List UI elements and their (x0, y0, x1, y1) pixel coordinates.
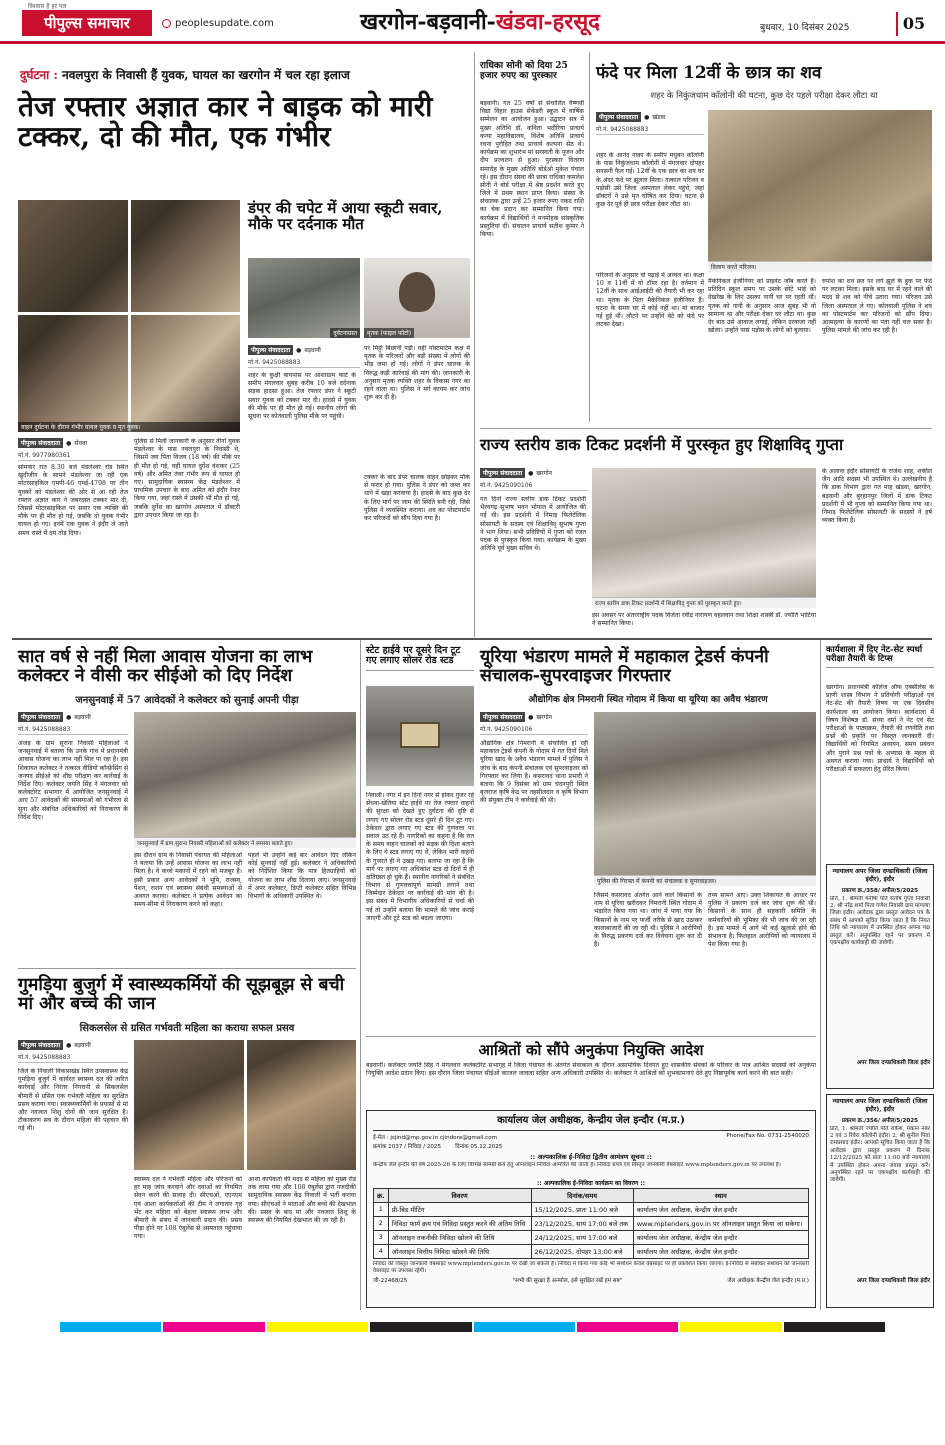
awas-headline: सात वर्ष से नहीं मिला आवास योजना का लाभ कलेक्टर ने वीसी कर सीईओ को दिए निर्देश (18, 647, 313, 686)
section-title-main: खरगोन-बड़वानी- (360, 9, 496, 35)
notice-ref: प्रकरण क्र./356/ अपील/5/2025 (841, 1117, 919, 1124)
urea-body-c: तथ्य सामने आए। उक्त शिकायत के आधार पर पुलिस ने प्रकरण दर्ज कर जांच शुरू की थी। किसानों के साथ ही सहकारी समिति के कर्मचारियों की भूमिका की भी जांच की जा रही है। इस मामले में आगे भी कई खुलासे होने की संभावना है। फिलहाल आरोपियों को न्यायालय में पेश किया गया है। (708, 892, 816, 949)
byline-label: पीपुल्स संवाददाता (18, 1040, 63, 1050)
print-color-bar (60, 1322, 885, 1332)
byline-place: सेंधवा (74, 440, 88, 447)
byline-mobile: मो.नं. 9425088883 (596, 125, 704, 135)
byline-label: पीपुल्स संवाददाता (18, 712, 63, 722)
sidebar-body: खरगोन। प्रधानमंत्री कॉलेज ऑफ एक्सीलेंस के प्राणी शास्त्र विभाग ने प्रतियोगी परीक्षाओं एवं नेट-सेट की तैयारी विषय पर एक दिवसीय कार्यशाला का आयोजन किया। कार्यशाला में विषय विशेषज्ञ डॉ. संध्या वर्मा ने नेट एवं सेट परीक्षाओं के पाठ्यक्रम, तैयारी की रणनीति तथा प्रश्नों की प्रकृति पर विस्तृत जानकारी दी। विद्यार्थियों को नियमित अध्ययन, समय प्रबंधन और पुराने प्रश्न पत्रों के अभ्यास के महत्व से अवगत कराया गया। प्राचार्य ने विद्यार्थियों को परीक्षाओं में सफलता हेतु प्रेरित किया। (826, 684, 934, 773)
photo-label: मृतक (फाइल फोटो) (364, 328, 414, 338)
byline (18, 438, 128, 448)
byline-label: पीपुल्स संवाददाता (480, 468, 525, 478)
photo-caption: राज्य स्तरीय डाक टिकट प्रदर्शनी में शिक्षाविद् गुप्ता को पुरस्कृत करते हुए। (592, 597, 816, 608)
section-title-accent: खंडवा-हरसूद (495, 9, 600, 35)
accident-byline-block (18, 438, 128, 461)
accident-kicker (20, 66, 465, 83)
highway-body: निवाली। नगर में इन दिनों नगर से होकर गुजर रहे सेंधवा-खेतिया स्टेट हाईवे पर तेज रफ्तार वाहनों की सुरक्षा को देखते हुए दुर्घटना की दृष्टि से लगाए गए सोलर रोड स्टड दूसरे ही दिन टूट गए। ठेकेदार द्वारा लगाए गए स्टड की गुणवत्ता पर सवाल उठ रहे हैं। नागरिकों का कहना है कि रात के समय वाहन चालकों को सड़क की दिशा बताने के लिए ये स्टड लगाए गए थे, लेकिन भारी वाहनों के गुजरते ही ये उखड़ गए। बताया जा रहा है कि मार्ग पर लगाए गए अधिकांश स्टड दो दिनों में ही क्षतिग्रस्त हो चुके हैं। स्थानीय नागरिकों ने संबंधित विभाग से गुणवत्तापूर्ण सामग्री लगाने तथा जिम्मेदार ठेकेदार पर कार्रवाई की मांग की है। इस संबंध में विभागीय अधिकारियों से चर्चा की गई तो उन्होंने बताया कि मामले की जांच कराई जाएगी और टूटे स्टड को बदला जाएगा। (366, 792, 474, 922)
awas-body-a: अंजड़ के ग्राम सुराना निवासी महिलाओं ने जनसुनवाई में बताया कि उनके गांव में प्रधानमंत्री आवास योजना का लाभ नहीं मिल पा रहा है। इस शिकायत कलेक्टर ने तत्काल वीडियो कॉन्फ्रेंसिंग से जनपद सीईओ को शीघ्र परीक्षण कर कार्रवाई के निर्देश दिए। कलेक्टर जयति सिंह ने मंगलवार को कलेक्टोरेट सभागार में आयोजित जनसुनवाई में आए 57 आवेदकों की समस्याओं को गंभीरता से सुना और संबंधित अधिकारियों को निराकरण के निर्देश दिए। (18, 740, 128, 821)
table-cell: 23/12/2025, सायं 17:00 बजे तक (531, 1216, 633, 1230)
kicker-text: नवलपुरा के निवासी हैं युवक, घायल का खरगोन में चल रहा इलाज (57, 68, 350, 82)
byline-sep: ● (528, 469, 534, 477)
section-rule (480, 428, 932, 429)
kicker-label: दुर्घटना : (20, 68, 58, 82)
awas-body-b: इस दौरान ग्राम के निवासी पंचायत की महिलाओं ने बताया कि उन्हें आवास योजना का लाभ नहीं मिला है। वे कच्चे मकानों में रहने को मजबूर हैं। इसी प्रकार अन्य आवेदकों ने भूमि, राजस्व, पेंशन, राशन एवं स्वास्थ्य संबंधी समस्याओं से अवगत कराया। कलेक्टर ने प्रत्येक आवेदन का समय-सीमा में निराकरण करने को कहा। (134, 852, 242, 909)
awas-subhead: जनसुनवाई में 57 आवेदकों ने कलेक्टर को सुनाई अपनी पीड़ा (75, 695, 299, 706)
black-swatch (370, 1322, 471, 1332)
table-cell: 4 (374, 1244, 389, 1258)
byline-place: बड़वानी (304, 347, 321, 354)
ad-refs: क्रमांक 1037 / निविदा / 2025 दिनांक 05.12.2025 (373, 1143, 503, 1150)
website[interactable] (162, 18, 274, 29)
scooty-body-b: पर मिट्टी बिछानी पड़ी। वहीं पोस्टमार्टम कक्ष में मृतक के परिजनों और बड़ी संख्या में लोगों की भीड़ जमा हो गई। लोगों ने डंपर चालक के विरुद्ध कड़ी कार्रवाई की मांग की। जानकारी के अनुसार मृतक व्यक्ति शहर के विकास नगर का रहने वाला था। पुलिस ने मर्ग कायम कर जांच शुरू कर दी है। (364, 345, 470, 402)
section-rule (366, 1036, 816, 1037)
column-rule (820, 640, 821, 1310)
accident-photo (18, 200, 240, 432)
byline (480, 468, 588, 478)
urea-body-a: औद्योगिक क्षेत्र निमरानी में संचालित हो रही महाकाल ट्रेडर्स कंपनी के गोदाम में गत दिनों मिले यूरिया खाद के अवैध भंडारण मामले में पुलिस ने जांच के बाद कंपनी संचालक एवं सुपरवाइजर को गिरफ्तार कर लिया है। कसरावद थाना प्रभारी ने बताया कि 9 दिसंबर को ग्राम चंदनपुरी स्थित बृजराज कृषि केंद्र पर तहसीलदार व कृषि विभाग की संयुक्त टीम ने कार्रवाई की थी। (480, 740, 588, 805)
photo-label: दुर्घटनाग्रस्त (330, 328, 360, 338)
table-cell: कार्यालय जेल अधीक्षक, केन्द्रीय जेल इन्दौर (633, 1244, 808, 1258)
ashrito-body: बड़वानी। कलेक्टर जयति सिंह ने मंगलवार कलेक्टोरेट सभागृह में जिला पंचायत के अंतर्गत सेवाकाल के दौरान असामयिक दिवंगत हुए शासकीय सेवकों के परिवार के पात्र आश्रित सदस्यों को अनुकंपा नियुक्ति आदेश प्रदान किए। इस दौरान जिला पंचायत सीईओ काजल जावला सहित अन्य अधिकारी उपस्थित थे। कलेक्टर ने आश्रितों को शुभकामनाएं देते हुए निष्ठापूर्वक कार्य करने की बात कही। (366, 1062, 816, 1078)
photo-collage-divider (244, 1040, 247, 1170)
table-header-cell: विवरण (388, 1188, 531, 1202)
photo-caption: वाहन दुर्घटना के दौरान गंभीर घायल युवक व मृत युवक। (18, 422, 240, 432)
byline-mobile: मो.नं. 9425088883 (248, 358, 360, 368)
gudiya-headline: गुमड़िया बुजुर्ग में स्वास्थ्यकर्मियों की सूझबूझ से बची मां और बच्चे की जान (18, 975, 345, 1014)
byline-label: पीपुल्स संवाददाता (480, 712, 525, 722)
sidebar-headline: कार्यशाला में दिए नेट-सेट स्पर्धा परीक्षा तैयारी के टिप्स (826, 645, 923, 665)
notice-ref: प्रकरण क्र./358/ अपील/5/2025 (841, 887, 919, 894)
byline (18, 712, 128, 722)
byline-mobile: मो.नं. 9425088883 (18, 1053, 128, 1063)
notice-body: प्रति, 1. श्रीमती ज्योति पति राकेश, मकान नंबर 2 एवं 3 रिवेरा कॉलोनी इंदौर। 2. श्री सुनील पिता रामप्रसाद इंदौर। आपको सूचित किया जाता है कि आवेदक द्वारा प्रस्तुत प्रकरण में दिनांक 12/12/2025 को प्रातः 11:00 बजे न्यायालय में उपस्थित होकर अपना जवाब प्रस्तुत करें। अनुपस्थित रहने पर एकपक्षीय कार्यवाही की जावेगी। (830, 1125, 930, 1184)
postal-body-b: इस अवसर पर अंतरराष्ट्रीय पदक विजेता रवींद्र नारायण वहलवान तथा शिक्षा शास्त्री डॉ. ज्योति भाटिया ने सम्मानित किया। (592, 612, 816, 628)
byline (480, 712, 588, 722)
table-row (374, 1216, 809, 1230)
cyan-swatch (60, 1322, 161, 1332)
byline-sep: ● (644, 113, 650, 121)
column-rule (360, 640, 361, 1310)
table-cell: ऑनलाइन तकनीकी निविदा खोलने की तिथि (388, 1230, 531, 1244)
ad-intro: केन्द्रीय जेल इन्दौर की वर्ष 2025-26 के लिए विभिन्न सामग्री क्रय हेतु ऑनलाइन निविदा आमंत्रित की जाती है। निविदा प्रपत्र एवं विस्तृत जानकारी वेबसाइट www.mptenders.gov.in पर उपलब्ध है। (373, 1161, 781, 1168)
byline-label: पीपुल्स संवाददाता (596, 112, 641, 122)
gudiya-body-a: जिले के निवाली विकासखंड स्थित उपस्वास्थ्य केंद्र गुमड़िया बुजुर्ग में कार्यरत स्वास्थ्य दल की त्वरित कार्रवाई और निरंतर निगरानी से सिकलसेल बीमारी से ग्रसित एक गर्भवती महिला का सुरक्षित प्रसव कराया गया। स्वास्थ्यकर्मियों के प्रयासों से मां और नवजात शिशु दोनों की जान सुरक्षित है। टीकाकरण सत्र के दौरान महिला की पहचान की गई थी। (18, 1068, 128, 1133)
byline-sep: ● (528, 713, 534, 721)
awas-byline-block (18, 712, 128, 735)
court-notice-3 (826, 1094, 934, 1308)
accident-headline: तेज रफ्तार अज्ञात कार ने बाइक को मारी टक्कर, दो की मौत, एक गंभीर (18, 90, 433, 154)
table-header-cell: क्र. (374, 1188, 389, 1202)
ad-bottom (373, 1276, 809, 1284)
byline-mobile: मो.नं. 9977980361 (18, 451, 128, 461)
highway-headline: स्टेट हाईवे पर दूसरे दिन टूट गए लगाए सोलर रोड स्टड (366, 645, 461, 667)
masthead (0, 0, 945, 44)
notice-title: न्यायालय अपर जिला दण्डाधिकारी (जिला इंदौर), इंदौर (832, 1098, 928, 1113)
table-cell: कार्यालय जेल अधीक्षक, केन्द्रीय जेल इन्दौर (633, 1202, 808, 1216)
postal-body-c: के अलावा इंदौर सोसायटी के राजेश शाह, शकील जैन आदि सदस्य भी उपस्थित थे। उल्लेखनीय है कि डाक विभाग द्वारा गत माह खंडवा, खरगोन, बड़वानी और बुरहानपुर जिलों में डाक टिकट प्रदर्शनी में भी गुप्ता को सम्मानित किया गया था। निमाड़ फिलेटेलिक सोसायटी के सदस्यों ने हर्ष व्यक्त किया है। (822, 468, 932, 525)
ad-footer: निविदा की विस्तृत जानकारी वेबसाइट www.mptenders.gov.in पर देखी जा सकती है। निविदा में किया गया कोई भी संशोधन केवल वेबसाइट पर ही प्रकाशित किया जाएगा। ई-निविदा से संबंधित संशोधन की जानकारी वेबसाइट पर उपलब्ध रहेगी। (373, 1260, 809, 1274)
student-subhead: शहर के निकुंजधाम कॉलोनी की घटना, कुछ देर पहले परीक्षा देकर लौटा था (650, 91, 878, 101)
table-body (374, 1202, 809, 1258)
byline-place: खरगोन (536, 714, 553, 721)
accident-body-b: पुलिस से मिली जानकारी के अनुसार तीनों युवक मंडलेश्वर के पास नवलपुरा के निवासी थे, जिसमें जय पिता विजय (18 वर्ष) की मौके पर ही मौत हो गई, वहीं घायल दुर्गेश वंशकर (25 वर्ष) और अमित तंवर गंभीर रूप से घायल हो गए। सामुदायिक स्वास्थ्य केंद्र मंडलेश्वर में प्राथमिक उपचार के बाद अमित को इंदौर रेफर किया गया, जहां रास्ते में उसकी भी मौत हो गई, जबकि दुर्गेश का खरगोन अस्पताल में डॉक्टरी द्वारा उपचार किया जा रहा है। (134, 438, 240, 519)
byline (18, 1040, 128, 1050)
table-cell: कार्यालय जेल अधीक्षक, केन्द्रीय जेल इन्दौर (633, 1230, 808, 1244)
byline-place: खंडवा (652, 114, 666, 121)
yellow-swatch (680, 1322, 781, 1332)
table-cell: 1 (374, 1202, 389, 1216)
table-cell: 26/12/2025, दोपहर 13:00 बजे (531, 1244, 633, 1258)
ad-title: कार्यालय जेल अधीक्षक, केन्द्रीय जेल इन्दौर (म.प्र.) (373, 1115, 809, 1131)
table-cell: 3 (374, 1230, 389, 1244)
magenta-swatch (577, 1322, 678, 1332)
logo-text: पीपुल्स समाचार (44, 14, 130, 32)
byline-sep: ● (66, 713, 72, 721)
column-rule (474, 52, 475, 637)
byline-label: पीपुल्स संवाददाता (248, 345, 293, 355)
student-byline-block (596, 112, 704, 135)
gudiya-subhead: सिकलसेल से ग्रसित गर्भवती महिला का कराया सफल प्रसव (79, 1023, 295, 1034)
ad-contact (373, 1133, 809, 1141)
table-cell: प्री-बिड मीटिंग (388, 1202, 531, 1216)
urea-headline: यूरिया भंडारण मामले में महाकाल ट्रेडर्स कंपनी संचालक-सुपरवाइजर गिरफ्तार (480, 647, 769, 686)
highway-headline-box (366, 646, 474, 671)
gudiya-body-b: स्वास्थ्य दल ने गर्भवती महिला और परिजनों को हर माह जांच करवाने और दवाओं का नियमित सेवन करने की सलाह दी। सीएचओ, एएनएम एवं आशा कार्यकर्ताओं की टीम ने लगातार गृह भेंट कर महिला को बेहतर स्वास्थ्य लाभ और बीमारी के संबंध में जानकारी प्रदान की। प्रसव पीड़ा होने पर 108 एंबुलेंस से अस्पताल पहुंचाया गया। (134, 1176, 242, 1241)
table-cell: 15/12/2025, प्रातः 11:00 बजे (531, 1202, 633, 1216)
road-stud (400, 722, 440, 748)
scooty-headline: डंपर की चपेट में आया स्कूटी सवार, मौके पर दर्दनाक मौत (248, 199, 443, 234)
highway-photo (366, 686, 474, 786)
byline-place: खरगोन (536, 470, 553, 477)
byline-mobile: मो.नं. 9425090106 (480, 481, 588, 491)
ad-notice-name: :: अल्पकालिक ई-निविदा द्वितीय आमंत्रण सूचना :: (529, 1152, 652, 1161)
byline-label: पीपुल्स संवाददाता (18, 438, 63, 448)
urea-subhead: औद्योगिक क्षेत्र निमरानी स्थित गोदाम में किया था यूरिया का अवैध भंडारण (528, 695, 768, 705)
postal-body-a: गत दिनों राज्य स्तरीय डाक टिकट प्रदर्शनी भैरवगढ़ सुभाष भवन भोपाल में आयोजित की गई थी। इस प्रदर्शनी में निमाड़ फिलेटेलिक सोसायटी के सदस्य एवं शिक्षाविद् सुभाष गुप्ता ने भाग लिया। सभी प्रविष्टियों में गुप्ता को रजत पदक से पुरस्कृत किया गया। कार्यक्रम के मुख्य अतिथि पूर्व मुख्य सचिव थे। (480, 496, 586, 553)
website-text: peoplesupdate.com (175, 18, 274, 29)
byline (596, 112, 704, 122)
issue-date: बुधवार, 10 दिसंबर 2025 (760, 23, 850, 33)
byline-sep: ● (66, 1041, 72, 1049)
byline-mobile: मो.नं. 9425088883 (18, 725, 128, 735)
magenta-swatch (163, 1322, 264, 1332)
table-header-cell: दिनांक/समय (531, 1188, 633, 1202)
ad-phone: Phone/Fax No. 0731-2540020 (726, 1132, 809, 1139)
scooty-body-a: शहर के कुक्षी बायपास पर आशाग्राम फाटे के समीप मंगलवार सुबह करीब 10 बजे दर्दनाक सड़क हादसा हुआ। तेज रफ्तार डंपर ने स्कूटी सवार युवक को टक्कर मार दी। हादसे में युवक की मौके पर ही मौत हो गई। स्थानीय लोगों की सूचना पर कोतवाली पुलिस मौके पर पहुंची। (248, 372, 356, 420)
postal-headline: राज्य स्तरीय डाक टिकट प्रदर्शनी में पुरस्कृत हुए शिक्षाविद् गुप्ता (480, 435, 844, 454)
ad-code: जी-22468/25 (373, 1277, 408, 1284)
logo-tagline: विश्वास है हर पल (28, 3, 67, 10)
accident-body-a: सोमवार रात 8.30 बजे मंडलेश्वर रोड स्थित खुदीजीन के सामने मंडलेश्वर जा रही एक मोटरसाइकिल एमपी-46 एमई-4798 पर तीन युवकों को मंडलेश्वर की ओर से आ रही तेज रफ्तार अज्ञात कार ने जबरदस्त टक्कर मार दी, जिससे मोटरसाइकिल पर सवार एक व्यक्ति की मौके पर ही मौत हो गई, जबकि दो युवक गंभीर घायल हो गए। इनमें एक युवक ने इंदौर ले जाते समय रास्ते में दम तोड़ दिया। (18, 464, 128, 537)
table-row (374, 1244, 809, 1258)
postal-photo (592, 468, 816, 608)
section-title (320, 6, 640, 36)
postal-byline-block (480, 468, 588, 491)
court-notice-2 (612, 1034, 613, 1035)
ad-schedule-label: :: अल्पकालिक ई-निविदा कार्यक्रम का विवरण :: (536, 1179, 646, 1187)
logo (22, 10, 152, 36)
photo-caption: जनसुनवाई में ग्राम सुराना निवासी महिलाओं को कलेक्टर ने समस्या बताते हुए। (134, 837, 356, 848)
table-row (374, 1230, 809, 1244)
scooty-body-c: टक्कर के बाद डंपर चालक वाहन छोड़कर मौके से फरार हो गया। पुलिस ने डंपर को जब्त कर थाने में खड़ा करवाया है। हादसे के बाद कुछ देर के लिए मार्ग पर जाम की स्थिति बनी रही, जिसे पुलिस ने व्यवस्थित कराया। शव का पोस्टमार्टम कर परिजनों को सौंप दिया गया है। (364, 474, 470, 522)
photo-caption: विलाप करते परिजन। (708, 261, 932, 272)
byline-place: बड़वानी (74, 714, 91, 721)
ad-slogan: "सभी की सुरक्षा है अनमोल, इसे सुरक्षित रखें हम सब" (512, 1277, 623, 1284)
section-rule (12, 638, 932, 640)
scooty-photo-1 (248, 258, 360, 338)
court-notice-1 (826, 864, 934, 1089)
table-cell: 2 (374, 1216, 389, 1230)
jail-tender-ad (366, 1110, 816, 1308)
gudiya-byline-block (18, 1040, 128, 1063)
table-cell: 24/12/2025, सायं 17:00 बजे (531, 1230, 633, 1244)
urea-body-b: जिसमें कसरावद अंतर्गत आने वाले किसानों के नाम से यूरिया खरीदकर निमरानी स्थित गोदाम में भंडारित किया गया था। जांच में पाया गया कि किसानों के नाम पर फर्जी तरीके से खाद उठाकर कालाबाजारी की जा रही थी। पुलिस ने आरोपियों के विरुद्ध प्रकरण दर्ज कर विवेचना शुरू कर दी है। (594, 892, 702, 949)
scooty-byline-block (248, 345, 360, 368)
urea-photo (594, 712, 816, 886)
ashrito-headline: आश्रितों को सौंपे अनुकंपा नियुक्ति आदेश (478, 1041, 704, 1059)
student-body-a: शहर के आनंद नाका के समीप मधुबन कॉलोनी के पास निकुंजधाम कॉलोनी में मंगलवार दोपहर सनसनी फैल गई। 12वीं के एक छात्र का शव घर के अंदर फंदे पर झूलता मिला। तत्काल परिजन व पड़ोसी उसे जिला अस्पताल लेकर पहुंचे, जहां डॉक्टरों ने उसे मृत घोषित कर दिया। घटना से कुछ देर पूर्व ही छात्र परीक्षा देकर लौटा था। (596, 152, 704, 209)
scooty-photo-2 (364, 258, 470, 338)
student-headline: फंदे पर मिला 12वीं के छात्र का शव (596, 63, 822, 83)
ad-email: ई-मेल : jsjind@mp.gov.in cjindore@gmail.com (373, 1134, 498, 1141)
gudiya-photo (134, 1040, 356, 1170)
byline-sep: ● (296, 346, 302, 354)
urea-byline-block (480, 712, 588, 735)
table-cell: ऑनलाइन वित्तीय निविदा खोलने की तिथि (388, 1244, 531, 1258)
cyan-swatch (474, 1322, 575, 1332)
gudiya-body-c: आशा कार्यकर्ता की मदद से महिला को मुख्य रोड तक लाया गया और 108 एंबुलेंस द्वारा नजदीकी सामुदायिक स्वास्थ्य केंद्र निवाली में भर्ती कराया गया। सीएचओ ने माताओं और बच्चे की देखभाल की। प्रसव के बाद मां और नवजात शिशु के स्वास्थ्य की नियमित देखभाल की जा रही है। (248, 1176, 356, 1224)
radhika-body: बड़वानी। गत 25 वर्षों से संचालित वैष्णवी विद्या विहार हाउस सेकेंडरी स्कूल में वार्षिक सम्मेलन का आयोजन हुआ। उद्घाटन सत्र में मुख्य अतिथि डॉ. कविता भदौरिया प्राचार्य कन्या महाविद्यालय, विशेष अतिथि प्राचार्य रचना पुरोहित तथा प्राचार्य कल्पना सेठ थे। कार्यक्रम का शुभारंभ मां सरस्वती के पूजन और दीप प्रज्वलन से हुआ। पुरस्कार वितरण समारोह के मुख्य अतिथि बोर्डओ मुकेश पंचाल रहे। इस दौरान संस्था की छात्रा राधिका कमलेश सोनी ने बोर्ड परीक्षा में श्रेष्ठ प्रदर्शन करते हुए जिले में प्रथम स्थान प्राप्त किया। संस्था के संचालक द्वारा उन्हें 25 हजार रुपए नकद राशि का चेक प्रदान कर सम्मानित किया गया। कार्यक्रम में विद्यार्थियों ने मनमोहक सांस्कृतिक प्रस्तुतियां दीं। संचालन प्राचार्य सतीश कुमार ने किया। (480, 100, 584, 238)
table-header-cell: स्थान (633, 1188, 808, 1202)
byline-mobile: मो.नं. 9425090106 (480, 725, 588, 735)
notice-title: न्यायालय अपर जिला दण्डाधिकारी (जिला इंदौर), इंदौर (832, 868, 928, 883)
black-swatch (784, 1322, 885, 1332)
section-rule (18, 968, 356, 969)
page-number: 05 (896, 12, 930, 36)
tender-table (373, 1188, 809, 1259)
table-header-row (374, 1188, 809, 1202)
table-cell: www.mptenders.gov.in पर ऑनलाइन प्रस्तुत किया जा सकेगा। (633, 1216, 808, 1230)
yellow-swatch (267, 1322, 368, 1332)
awas-photo (134, 712, 356, 848)
ad-signature: जेल अधीक्षक केन्द्रीय जेल इन्दौर (म.प्र.) (727, 1277, 809, 1284)
byline (248, 345, 360, 355)
student-body-d: रुपांश का शव छत पर लगे झूले के हुक पर फंदे पर लटका मिला। इसके बाद घर में रहने वाले की मदद से शव को नीचे उतारा गया। परिजन उसे जिला अस्पताल ले गए। कोतवाली पुलिस ने शव का पोस्टमार्टम कर परिजनों को सौंप दिया। आत्महत्या के कारणों का पता नहीं चल सका है। पुलिस मामले की जांच कर रही है। (822, 278, 932, 335)
notice-signature: अपर जिला दण्डाधिकारी जिला इंदौर (856, 1059, 930, 1066)
student-body-b: परिजनों के अनुसार वो पढ़ाई में अव्वल था। कक्षा 10 व 11वीं में वो टॉपर रहा है। वर्तमान में 12वीं के साथ आईआईटी की तैयारी भी कर रहा था। मृतक के पिता मैकेनिकल इंजीनियर हैं। घटना के समय घर में कोई नहीं था। मां बाजार गई हुई थीं। लौटने पर उन्होंने बेटे को फंदे पर लटका देखा। (596, 272, 704, 329)
sidebar-headline-box (826, 646, 934, 668)
byline-place: बड़वानी (74, 1042, 91, 1049)
student-body-c: मैकेनिकल इंजीनियर को प्राइवेट जॉब करते हैं। प्रतिदिन स्कूल समय पर उसके छोटे भाई को देखरेख के लिए उसका नानी घर पर रहती थीं। मृतक को नानी के अनुसार आज सुबह भी वो सामान्य था और परीक्षा देकर घर लौटा था। कुछ देर बाद उसे आवाज लगाई, लेकिन दरवाजा नहीं खोला। उन्होंने पास पड़ोस के लोगों को बुलाया। (708, 278, 816, 335)
byline-sep: ● (66, 439, 72, 447)
student-photo (708, 110, 932, 272)
radhika-headline: राधिका सोनी को दिया 25 हजार रुपए का पुरस्कार (480, 61, 568, 81)
globe-icon (162, 19, 171, 28)
notice-signature: अपर जिला दण्डाधिकारी जिला इंदौर (856, 1277, 930, 1284)
column-rule (589, 52, 590, 422)
table-cell: निविदा फार्म क्रय एवं निविदा प्रस्तुत करने की अंतिम तिथि (388, 1216, 531, 1230)
table-row (374, 1202, 809, 1216)
photo-collage-divider (128, 200, 131, 432)
photo-caption: पुलिस की गिरफ्त में कंपनी का संचालक व सुपरवाइजर। (594, 875, 816, 886)
notice-body: प्रति, 1. श्रीमती मनीषा पति संतोष गुप्ता निवासी 2. श्री नरेंद्र शर्मा पिता गणेश निवासी ग्राम मांगल्या जिला इंदौर। आवेदक द्वारा प्रस्तुत आवेदन पत्र के संबंध में आपको सूचित किया जाता है कि नियत तिथि को न्यायालय में उपस्थित होकर अपना पक्ष प्रस्तुत करें। अनुपस्थित रहने पर प्रकरण में एकपक्षीय कार्यवाही की जावेगी। (830, 895, 930, 946)
portrait-silhouette (399, 272, 435, 312)
awas-body-c: पहले भी उन्होंने कई बार आवेदन दिए लेकिन कोई सुनवाई नहीं हुई। कलेक्टर ने अधिकारियों को निर्देशित किया कि पात्र हितग्राहियों को योजना का लाभ शीघ्र दिलाया जाए। जनसुनवाई में अपर कलेक्टर, डिप्टी कलेक्टर सहित विभिन्न विभागों के अधिकारी उपस्थित थे। (248, 852, 356, 900)
